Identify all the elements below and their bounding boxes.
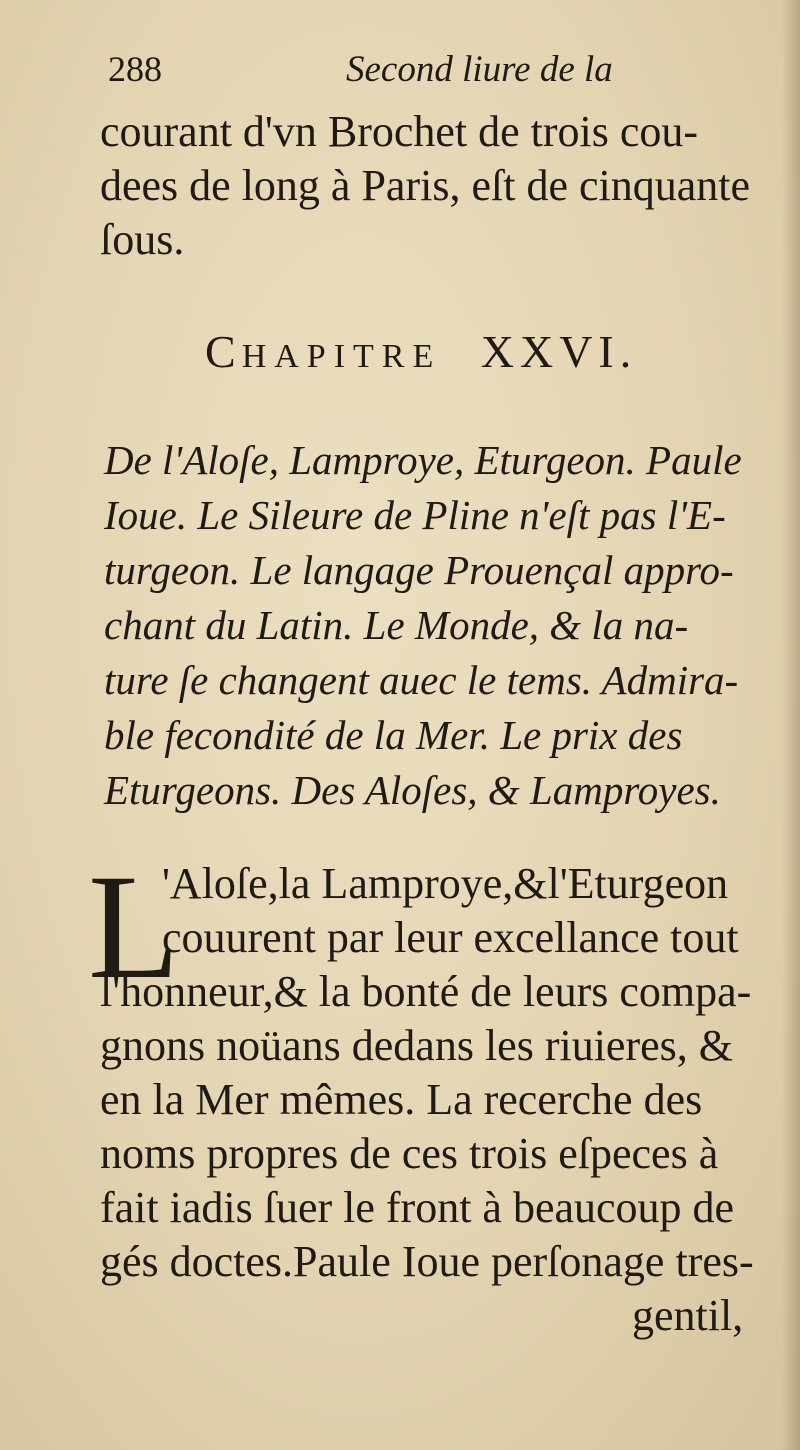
running-head	[108, 44, 708, 94]
chapter-word-initial: C	[205, 326, 242, 377]
summary-line: ture ſe changent auec le tems. Admira-	[104, 657, 739, 703]
text-line: en la Mer mêmes. La recerche des	[100, 1075, 703, 1124]
running-title: Second liure de la	[346, 49, 613, 90]
text-line: couurent par leur excellance tout	[162, 913, 739, 962]
text-line: dees de long à Paris, eſt de cinquante	[100, 161, 751, 210]
chapter-heading	[205, 325, 637, 378]
text-line: gés doctes.Paule Ioue perſonage tres-	[100, 1237, 754, 1286]
summary-line: turgeon. Le langage Prouençal appro-	[104, 547, 734, 593]
summary-line: De l'Aloſe, Lamproye, Eturgeon. Paule	[104, 437, 742, 483]
text-line: l'honneur,& la bonté de leurs compa-	[100, 967, 752, 1016]
text-line: 'Aloſe,la Lamproye,&l'Eturgeon	[162, 859, 729, 908]
summary-line: Ioue. Le Sileure de Pline n'eſt pas l'E-	[104, 492, 726, 538]
text-line: fait iadis ſuer le front à beaucoup de	[100, 1183, 735, 1232]
text-line: ſous.	[100, 215, 185, 264]
page-number: 288	[108, 49, 162, 89]
drop-cap: L	[88, 844, 180, 1010]
summary-line: Eturgeons. Des Aloſes, & Lamproyes.	[104, 767, 721, 813]
chapter-word-rest: HAPITRE	[241, 338, 442, 375]
chapter-numeral: XXVI.	[480, 326, 638, 377]
text-line: courant d'vn Brochet de trois cou-	[100, 107, 699, 156]
summary-line: chant du Latin. Le Monde, & la na-	[104, 602, 689, 648]
page-edge-shadow	[782, 0, 800, 1450]
text-line: noms propres de ces trois eſpeces à	[100, 1129, 719, 1178]
text-line: gnons noüans dedans les riuieres, &	[100, 1021, 733, 1070]
text-line: gentil,	[632, 1291, 744, 1340]
summary-line: ble fecondité de la Mer. Le prix des	[104, 712, 683, 758]
